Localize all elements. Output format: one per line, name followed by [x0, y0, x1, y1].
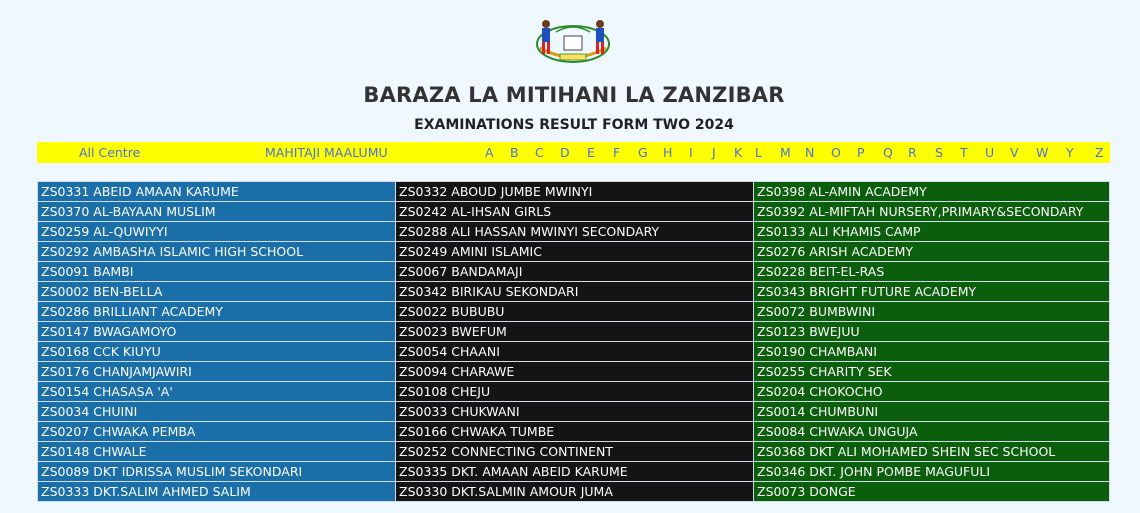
school-link[interactable]: ZS0072 BUMBWINI [754, 302, 1110, 322]
letter-link-h[interactable]: H [663, 145, 673, 160]
letter-link-a[interactable]: A [485, 145, 494, 160]
school-link[interactable]: ZS0204 CHOKOCHO [754, 382, 1110, 402]
table-row [38, 422, 1110, 442]
letter-link-j[interactable]: J [712, 145, 716, 160]
letter-link-z[interactable]: Z [1095, 145, 1104, 160]
zanzibar-exam-council-logo [530, 14, 616, 66]
school-link[interactable]: ZS0288 ALI HASSAN MWINYI SECONDARY [396, 222, 754, 242]
school-link[interactable]: ZS0133 ALI KHAMIS CAMP [754, 222, 1110, 242]
table-row [38, 282, 1110, 302]
school-link[interactable]: ZS0108 CHEJU [396, 382, 754, 402]
school-link[interactable]: ZS0002 BEN-BELLA [38, 282, 396, 302]
letter-link-y[interactable]: Y [1066, 145, 1074, 160]
school-link[interactable]: ZS0392 AL-MIFTAH NURSERY,PRIMARY&SECONDARY [754, 202, 1110, 222]
letter-link-u[interactable]: U [985, 145, 995, 160]
school-link[interactable]: ZS0276 ARISH ACADEMY [754, 242, 1110, 262]
school-link[interactable]: ZS0370 AL-BAYAAN MUSLIM [38, 202, 396, 222]
school-link[interactable]: ZS0331 ABEID AMAAN KARUME [38, 182, 396, 202]
school-link[interactable]: ZS0034 CHUINI [38, 402, 396, 422]
letter-link-c[interactable]: C [535, 145, 544, 160]
school-link[interactable]: ZS0335 DKT. AMAAN ABEID KARUME [396, 462, 754, 482]
school-link[interactable]: ZS0242 AL-IHSAN GIRLS [396, 202, 754, 222]
school-link[interactable]: ZS0084 CHWAKA UNGUJA [754, 422, 1110, 442]
table-row [38, 322, 1110, 342]
table-row [38, 382, 1110, 402]
school-link[interactable]: ZS0148 CHWALE [38, 442, 396, 462]
letter-link-q[interactable]: Q [883, 145, 893, 160]
school-link[interactable]: ZS0154 CHASASA 'A' [38, 382, 396, 402]
table-row [38, 242, 1110, 262]
letter-link-d[interactable]: D [560, 145, 570, 160]
school-link[interactable]: ZS0023 BWEFUM [396, 322, 754, 342]
school-link[interactable]: ZS0342 BIRIKAU SEKONDARI [396, 282, 754, 302]
page-subtitle: EXAMINATIONS RESULT FORM TWO 2024 [414, 117, 734, 133]
school-link[interactable]: ZS0176 CHANJAMJAWIRI [38, 362, 396, 382]
school-link[interactable]: ZS0368 DKT ALI MOHAMED SHEIN SEC SCHOOL [754, 442, 1110, 462]
school-link[interactable]: ZS0252 CONNECTING CONTINENT [396, 442, 754, 462]
school-link[interactable]: ZS0091 BAMBI [38, 262, 396, 282]
school-link[interactable]: ZS0094 CHARAWE [396, 362, 754, 382]
table-row [38, 262, 1110, 282]
school-link[interactable]: ZS0022 BUBUBU [396, 302, 754, 322]
letter-link-n[interactable]: N [805, 145, 815, 160]
table-row [38, 402, 1110, 422]
letter-link-v[interactable]: V [1010, 145, 1019, 160]
letter-link-s[interactable]: S [935, 145, 943, 160]
letter-link-p[interactable]: P [857, 145, 865, 160]
letter-link-t[interactable]: T [960, 145, 968, 160]
table-row [38, 342, 1110, 362]
letter-link-f[interactable]: F [613, 145, 621, 160]
school-link[interactable]: ZS0123 BWEJUU [754, 322, 1110, 342]
school-list-table [37, 181, 1110, 502]
school-link[interactable]: ZS0343 BRIGHT FUTURE ACADEMY [754, 282, 1110, 302]
school-link[interactable]: ZS0332 ABOUD JUMBE MWINYI [396, 182, 754, 202]
school-link[interactable]: ZS0014 CHUMBUNI [754, 402, 1110, 422]
table-row [38, 302, 1110, 322]
school-link[interactable]: ZS0190 CHAMBANI [754, 342, 1110, 362]
school-link[interactable]: ZS0207 CHWAKA PEMBA [38, 422, 396, 442]
table-row [38, 462, 1110, 482]
school-link[interactable]: ZS0228 BEIT-EL-RAS [754, 262, 1110, 282]
letter-link-k[interactable]: K [734, 145, 743, 160]
school-link[interactable]: ZS0249 AMINI ISLAMIC [396, 242, 754, 262]
school-link[interactable]: ZS0255 CHARITY SEK [754, 362, 1110, 382]
school-link[interactable]: ZS0333 DKT.SALIM AHMED SALIM [38, 482, 396, 502]
page-title: BARAZA LA MITIHANI LA ZANZIBAR [363, 83, 785, 107]
school-link[interactable]: ZS0033 CHUKWANI [396, 402, 754, 422]
school-link[interactable]: ZS0168 CCK KIUYU [38, 342, 396, 362]
table-row [38, 362, 1110, 382]
special-needs-link[interactable]: MAHITAJI MAALUMU [265, 145, 388, 160]
letter-link-e[interactable]: E [587, 145, 595, 160]
school-link[interactable]: ZS0166 CHWAKA TUMBE [396, 422, 754, 442]
letter-link-b[interactable]: B [510, 145, 519, 160]
letter-link-l[interactable]: L [755, 145, 762, 160]
school-link[interactable]: ZS0346 DKT. JOHN POMBE MAGUFULI [754, 462, 1110, 482]
table-row [38, 182, 1110, 202]
letter-link-r[interactable]: R [908, 145, 917, 160]
school-link[interactable]: ZS0089 DKT IDRISSA MUSLIM SEKONDARI [38, 462, 396, 482]
school-link[interactable]: ZS0147 BWAGAMOYO [38, 322, 396, 342]
letter-link-i[interactable]: I [689, 145, 693, 160]
school-link[interactable]: ZS0398 AL-AMIN ACADEMY [754, 182, 1110, 202]
school-link[interactable]: ZS0259 AL-QUWIYYI [38, 222, 396, 242]
table-row [38, 222, 1110, 242]
letter-link-o[interactable]: O [831, 145, 841, 160]
letter-link-g[interactable]: G [638, 145, 648, 160]
table-row [38, 442, 1110, 462]
table-row [38, 202, 1110, 222]
school-link[interactable]: ZS0286 BRILLIANT ACADEMY [38, 302, 396, 322]
school-link[interactable]: ZS0292 AMBASHA ISLAMIC HIGH SCHOOL [38, 242, 396, 262]
table-row [38, 482, 1110, 502]
all-centre-link[interactable]: All Centre [79, 145, 141, 160]
letter-navigation-bar [37, 142, 1110, 163]
letter-link-m[interactable]: M [780, 145, 791, 160]
school-link[interactable]: ZS0054 CHAANI [396, 342, 754, 362]
letter-link-w[interactable]: W [1036, 145, 1049, 160]
school-link[interactable]: ZS0073 DONGE [754, 482, 1110, 502]
school-link[interactable]: ZS0330 DKT.SALMIN AMOUR JUMA [396, 482, 754, 502]
school-link[interactable]: ZS0067 BANDAMAJI [396, 262, 754, 282]
